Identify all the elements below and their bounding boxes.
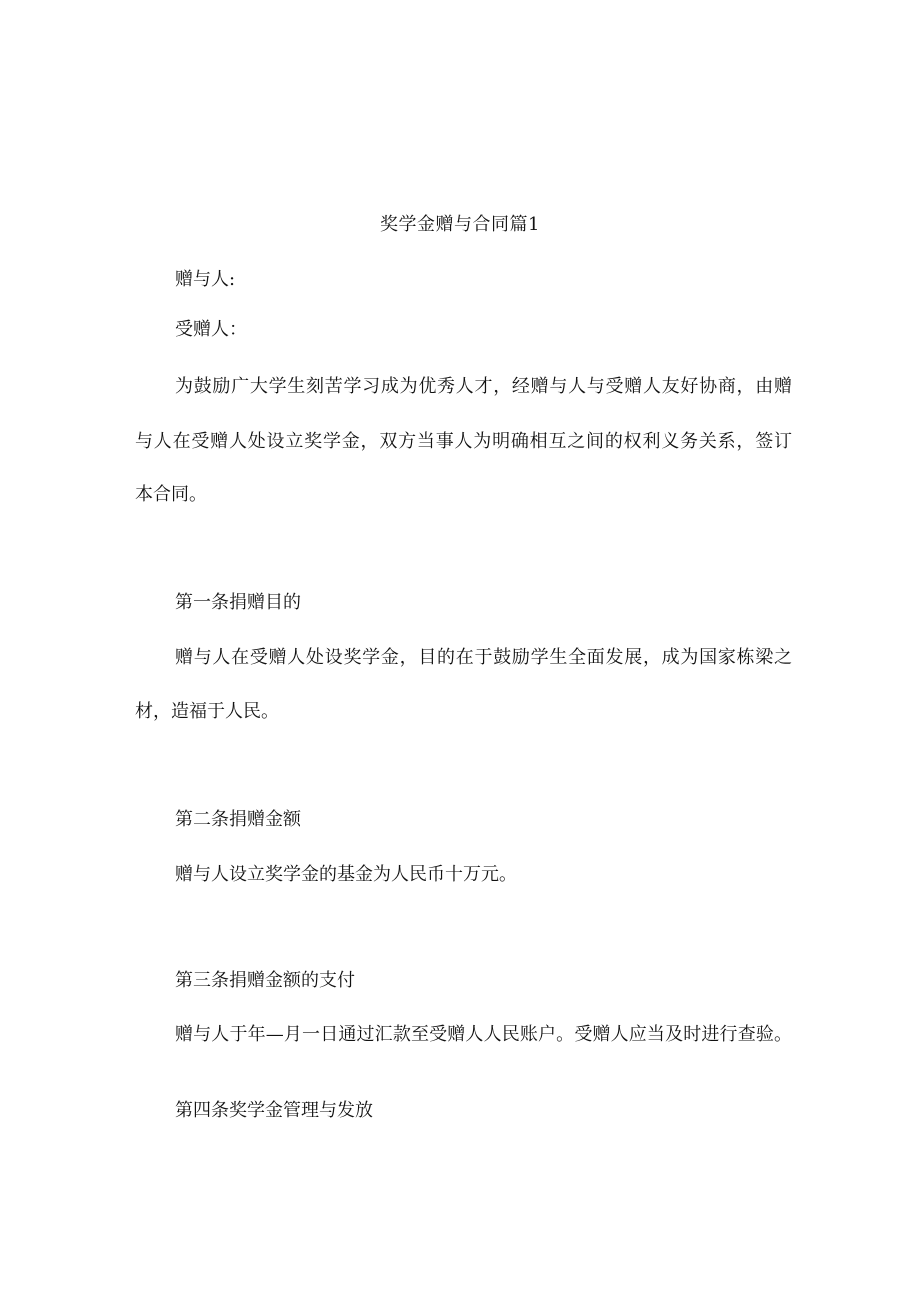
donor-label: 赠与人: <box>175 269 236 290</box>
article-4-heading: 第四条奖学金管理与发放 <box>175 1100 373 1121</box>
article-1-heading: 第一条捐赠目的 <box>175 592 301 613</box>
document-title: 奖学金赠与合同篇1 <box>380 214 540 235</box>
preamble-line-1: 为鼓励广大学生刻苦学习成为优秀人才，经赠与人与受赠人友好协商，由赠 <box>175 376 792 397</box>
article-2-line-1: 赠与人设立奖学金的基金为人民币十万元。 <box>175 864 517 885</box>
article-2-heading: 第二条捐赠金额 <box>175 809 301 830</box>
article-3-line-1: 赠与人于年—月一日通过汇款至受赠人人民账户。受赠人应当及时进行查验。 <box>175 1024 792 1045</box>
donee-label: 受赠人： <box>175 319 247 340</box>
article-3-heading: 第三条捐赠金额的支付 <box>175 970 355 991</box>
preamble-line-2: 与人在受赠人处设立奖学金，双方当事人为明确相互之间的权利义务关系，签订 <box>135 431 792 452</box>
article-1-line-2: 材，造福于人民。 <box>135 701 279 722</box>
preamble-line-3: 本合同。 <box>135 484 207 505</box>
article-1-line-1: 赠与人在受赠人处设奖学金，目的在于鼓励学生全面发展，成为国家栋梁之 <box>175 647 792 668</box>
